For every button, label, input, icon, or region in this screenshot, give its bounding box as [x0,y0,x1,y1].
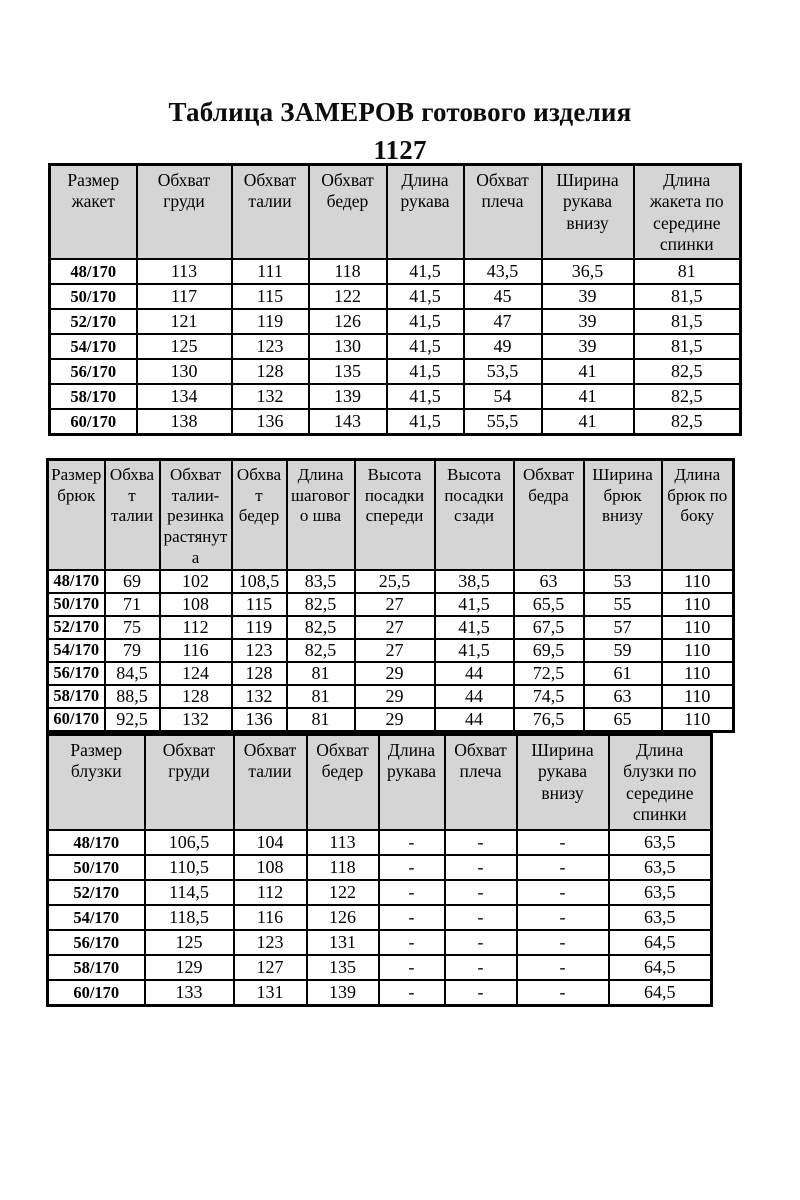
table-row [48,662,734,685]
value-cell: - [517,955,609,980]
size-cell: 52/170 [50,309,137,334]
value-cell: 41,5 [435,616,514,639]
value-cell: 122 [307,880,379,905]
size-cell: 56/170 [48,930,145,955]
value-cell: 110 [662,639,734,662]
value-cell: 112 [160,616,232,639]
value-cell: 82,5 [634,384,741,409]
value-cell: - [517,980,609,1006]
column-header: Размер брюк [48,460,105,570]
value-cell: 53,5 [464,359,542,384]
value-cell: 88,5 [105,685,160,708]
value-cell: 108 [234,855,307,880]
value-cell: 126 [309,309,387,334]
value-cell: 41,5 [387,334,464,359]
value-cell: 115 [232,284,309,309]
value-cell: 65,5 [514,593,584,616]
value-cell: 29 [355,662,435,685]
value-cell: 63,5 [609,905,712,930]
value-cell: 47 [464,309,542,334]
value-cell: 44 [435,685,514,708]
value-cell: 110 [662,616,734,639]
value-cell: 75 [105,616,160,639]
value-cell: 129 [145,955,234,980]
value-cell: 41,5 [435,593,514,616]
size-cell: 48/170 [48,830,145,855]
value-cell: 126 [307,905,379,930]
value-cell: 55,5 [464,409,542,435]
value-cell: 39 [542,334,634,359]
table-row [48,855,712,880]
value-cell: 104 [234,830,307,855]
value-cell: 64,5 [609,955,712,980]
value-cell: 41 [542,384,634,409]
value-cell: 136 [232,708,287,732]
value-cell: 110 [662,708,734,732]
table-row [48,980,712,1006]
value-cell: 41,5 [387,309,464,334]
value-cell: 63,5 [609,880,712,905]
column-header: Обхват груди [145,735,234,831]
value-cell: 128 [232,359,309,384]
value-cell: - [517,830,609,855]
size-cell: 48/170 [50,259,137,284]
value-cell: - [445,955,517,980]
value-cell: - [517,855,609,880]
column-header: Обхват талии-резинка растянута [160,460,232,570]
value-cell: 41,5 [387,384,464,409]
column-header: Длина жакета по середине спинки [634,165,741,260]
value-cell: - [445,880,517,905]
value-cell: 64,5 [609,930,712,955]
value-cell: 112 [234,880,307,905]
size-cell: 52/170 [48,616,105,639]
jacket-measurements-table [48,163,742,436]
value-cell: 63 [514,570,584,593]
value-cell: 44 [435,708,514,732]
value-cell: 81 [287,708,355,732]
value-cell: 116 [160,639,232,662]
size-cell: 50/170 [50,284,137,309]
table-row [50,409,741,435]
value-cell: - [379,955,445,980]
size-cell: 60/170 [48,980,145,1006]
value-cell: 92,5 [105,708,160,732]
table-row [48,616,734,639]
size-cell: 58/170 [48,685,105,708]
value-cell: 61 [584,662,662,685]
value-cell: 81,5 [634,309,741,334]
table-row [50,284,741,309]
value-cell: 83,5 [287,570,355,593]
value-cell: 82,5 [287,639,355,662]
value-cell: 81,5 [634,334,741,359]
value-cell: 41,5 [387,259,464,284]
value-cell: 38,5 [435,570,514,593]
column-header: Ширина рукава внизу [542,165,634,260]
table-row [48,955,712,980]
value-cell: 121 [137,309,232,334]
value-cell: 63,5 [609,830,712,855]
column-header: Высота посадки сзади [435,460,514,570]
value-cell: 82,5 [634,409,741,435]
value-cell: - [445,830,517,855]
value-cell: 82,5 [287,593,355,616]
table-row [48,830,712,855]
value-cell: 72,5 [514,662,584,685]
value-cell: 39 [542,309,634,334]
value-cell: 67,5 [514,616,584,639]
document-subtitle-article-number: 1127 [373,135,427,165]
value-cell: 114,5 [145,880,234,905]
value-cell: 108 [160,593,232,616]
column-header: Длина шагового шва [287,460,355,570]
size-cell: 56/170 [48,662,105,685]
value-cell: - [517,880,609,905]
trousers-measurements-table [46,458,735,733]
column-header: Обхват груди [137,165,232,260]
value-cell: 25,5 [355,570,435,593]
value-cell: - [445,930,517,955]
size-cell: 56/170 [50,359,137,384]
value-cell: 111 [232,259,309,284]
value-cell: 118,5 [145,905,234,930]
value-cell: - [379,930,445,955]
size-cell: 54/170 [48,905,145,930]
value-cell: - [379,980,445,1006]
value-cell: - [379,880,445,905]
value-cell: 125 [137,334,232,359]
table-row [48,880,712,905]
table-row [48,905,712,930]
value-cell: 53 [584,570,662,593]
column-header: Обхват плеча [464,165,542,260]
column-header: Длина рукава [387,165,464,260]
table-row [50,384,741,409]
value-cell: 29 [355,708,435,732]
column-header: Обхват бедер [309,165,387,260]
value-cell: 138 [137,409,232,435]
value-cell: 128 [232,662,287,685]
table-row [48,639,734,662]
value-cell: 29 [355,685,435,708]
value-cell: 131 [307,930,379,955]
value-cell: 115 [232,593,287,616]
document-title: Таблица ЗАМЕРОВ готового изделия [168,97,632,127]
value-cell: 55 [584,593,662,616]
column-header: Длина блузки по середине спинки [609,735,712,831]
value-cell: 41,5 [387,359,464,384]
column-header: Длина рукава [379,735,445,831]
value-cell: 135 [307,955,379,980]
column-header: Длина брюк по боку [662,460,734,570]
value-cell: 110,5 [145,855,234,880]
value-cell: 49 [464,334,542,359]
value-cell: 130 [137,359,232,384]
table-row [48,593,734,616]
value-cell: 76,5 [514,708,584,732]
table-row [48,570,734,593]
value-cell: 27 [355,639,435,662]
value-cell: 84,5 [105,662,160,685]
column-header: Обхват талии [234,735,307,831]
table-row [48,930,712,955]
value-cell: 130 [309,334,387,359]
value-cell: - [445,855,517,880]
value-cell: 82,5 [287,616,355,639]
value-cell: 123 [232,334,309,359]
value-cell: 106,5 [145,830,234,855]
value-cell: 63,5 [609,855,712,880]
column-header: Обхват бедер [307,735,379,831]
value-cell: - [517,930,609,955]
value-cell: 132 [160,708,232,732]
value-cell: 81 [634,259,741,284]
value-cell: 110 [662,570,734,593]
value-cell: 44 [435,662,514,685]
header-row [50,165,741,260]
value-cell: 39 [542,284,634,309]
table-row [50,359,741,384]
value-cell: 110 [662,593,734,616]
value-cell: 123 [234,930,307,955]
value-cell: 110 [662,685,734,708]
value-cell: 119 [232,309,309,334]
value-cell: 113 [307,830,379,855]
value-cell: 116 [234,905,307,930]
value-cell: 36,5 [542,259,634,284]
value-cell: - [517,905,609,930]
value-cell: 82,5 [634,359,741,384]
value-cell: 119 [232,616,287,639]
value-cell: 27 [355,593,435,616]
value-cell: 63 [584,685,662,708]
value-cell: 41,5 [387,409,464,435]
size-cell: 54/170 [48,639,105,662]
value-cell: 81 [287,685,355,708]
value-cell: 113 [137,259,232,284]
value-cell: 81 [287,662,355,685]
value-cell: 41,5 [387,284,464,309]
size-cell: 58/170 [48,955,145,980]
column-header: Обхват бедер [232,460,287,570]
value-cell: 69 [105,570,160,593]
value-cell: 102 [160,570,232,593]
size-cell: 54/170 [50,334,137,359]
value-cell: 123 [232,639,287,662]
value-cell: 136 [232,409,309,435]
value-cell: 27 [355,616,435,639]
blouse-measurements-table [46,733,713,1007]
column-header: Обхват плеча [445,735,517,831]
table-row [50,259,741,284]
value-cell: 117 [137,284,232,309]
value-cell: 41 [542,359,634,384]
value-cell: 64,5 [609,980,712,1006]
value-cell: 135 [309,359,387,384]
column-header: Размер блузки [48,735,145,831]
size-cell: 60/170 [48,708,105,732]
value-cell: 71 [105,593,160,616]
value-cell: 59 [584,639,662,662]
size-cell: 60/170 [50,409,137,435]
column-header: Обхват талии [105,460,160,570]
value-cell: 74,5 [514,685,584,708]
value-cell: 118 [307,855,379,880]
size-cell: 48/170 [48,570,105,593]
value-cell: - [445,980,517,1006]
value-cell: 139 [307,980,379,1006]
size-cell: 50/170 [48,855,145,880]
table-row [48,708,734,732]
size-cell: 52/170 [48,880,145,905]
size-cell: 50/170 [48,593,105,616]
value-cell: 54 [464,384,542,409]
value-cell: 132 [232,384,309,409]
value-cell: 69,5 [514,639,584,662]
column-header: Высота посадки спереди [355,460,435,570]
value-cell: 57 [584,616,662,639]
column-header: Обхват талии [232,165,309,260]
value-cell: 127 [234,955,307,980]
value-cell: 41 [542,409,634,435]
table-row [50,334,741,359]
column-header: Ширина рукава внизу [517,735,609,831]
value-cell: 131 [234,980,307,1006]
header-row [48,460,734,570]
value-cell: 134 [137,384,232,409]
size-cell: 58/170 [50,384,137,409]
value-cell: 124 [160,662,232,685]
value-cell: 81,5 [634,284,741,309]
value-cell: 143 [309,409,387,435]
value-cell: 108,5 [232,570,287,593]
value-cell: 122 [309,284,387,309]
value-cell: 43,5 [464,259,542,284]
value-cell: 118 [309,259,387,284]
value-cell: 125 [145,930,234,955]
value-cell: - [379,855,445,880]
column-header: Размер жакет [50,165,137,260]
column-header: Обхват бедра [514,460,584,570]
value-cell: 128 [160,685,232,708]
column-header: Ширина брюк внизу [584,460,662,570]
value-cell: 133 [145,980,234,1006]
value-cell: 45 [464,284,542,309]
value-cell: 139 [309,384,387,409]
value-cell: 110 [662,662,734,685]
value-cell: - [379,905,445,930]
table-row [48,685,734,708]
value-cell: 41,5 [435,639,514,662]
header-row [48,735,712,831]
value-cell: 79 [105,639,160,662]
value-cell: 65 [584,708,662,732]
value-cell: - [379,830,445,855]
table-row [50,309,741,334]
value-cell: 132 [232,685,287,708]
value-cell: - [445,905,517,930]
